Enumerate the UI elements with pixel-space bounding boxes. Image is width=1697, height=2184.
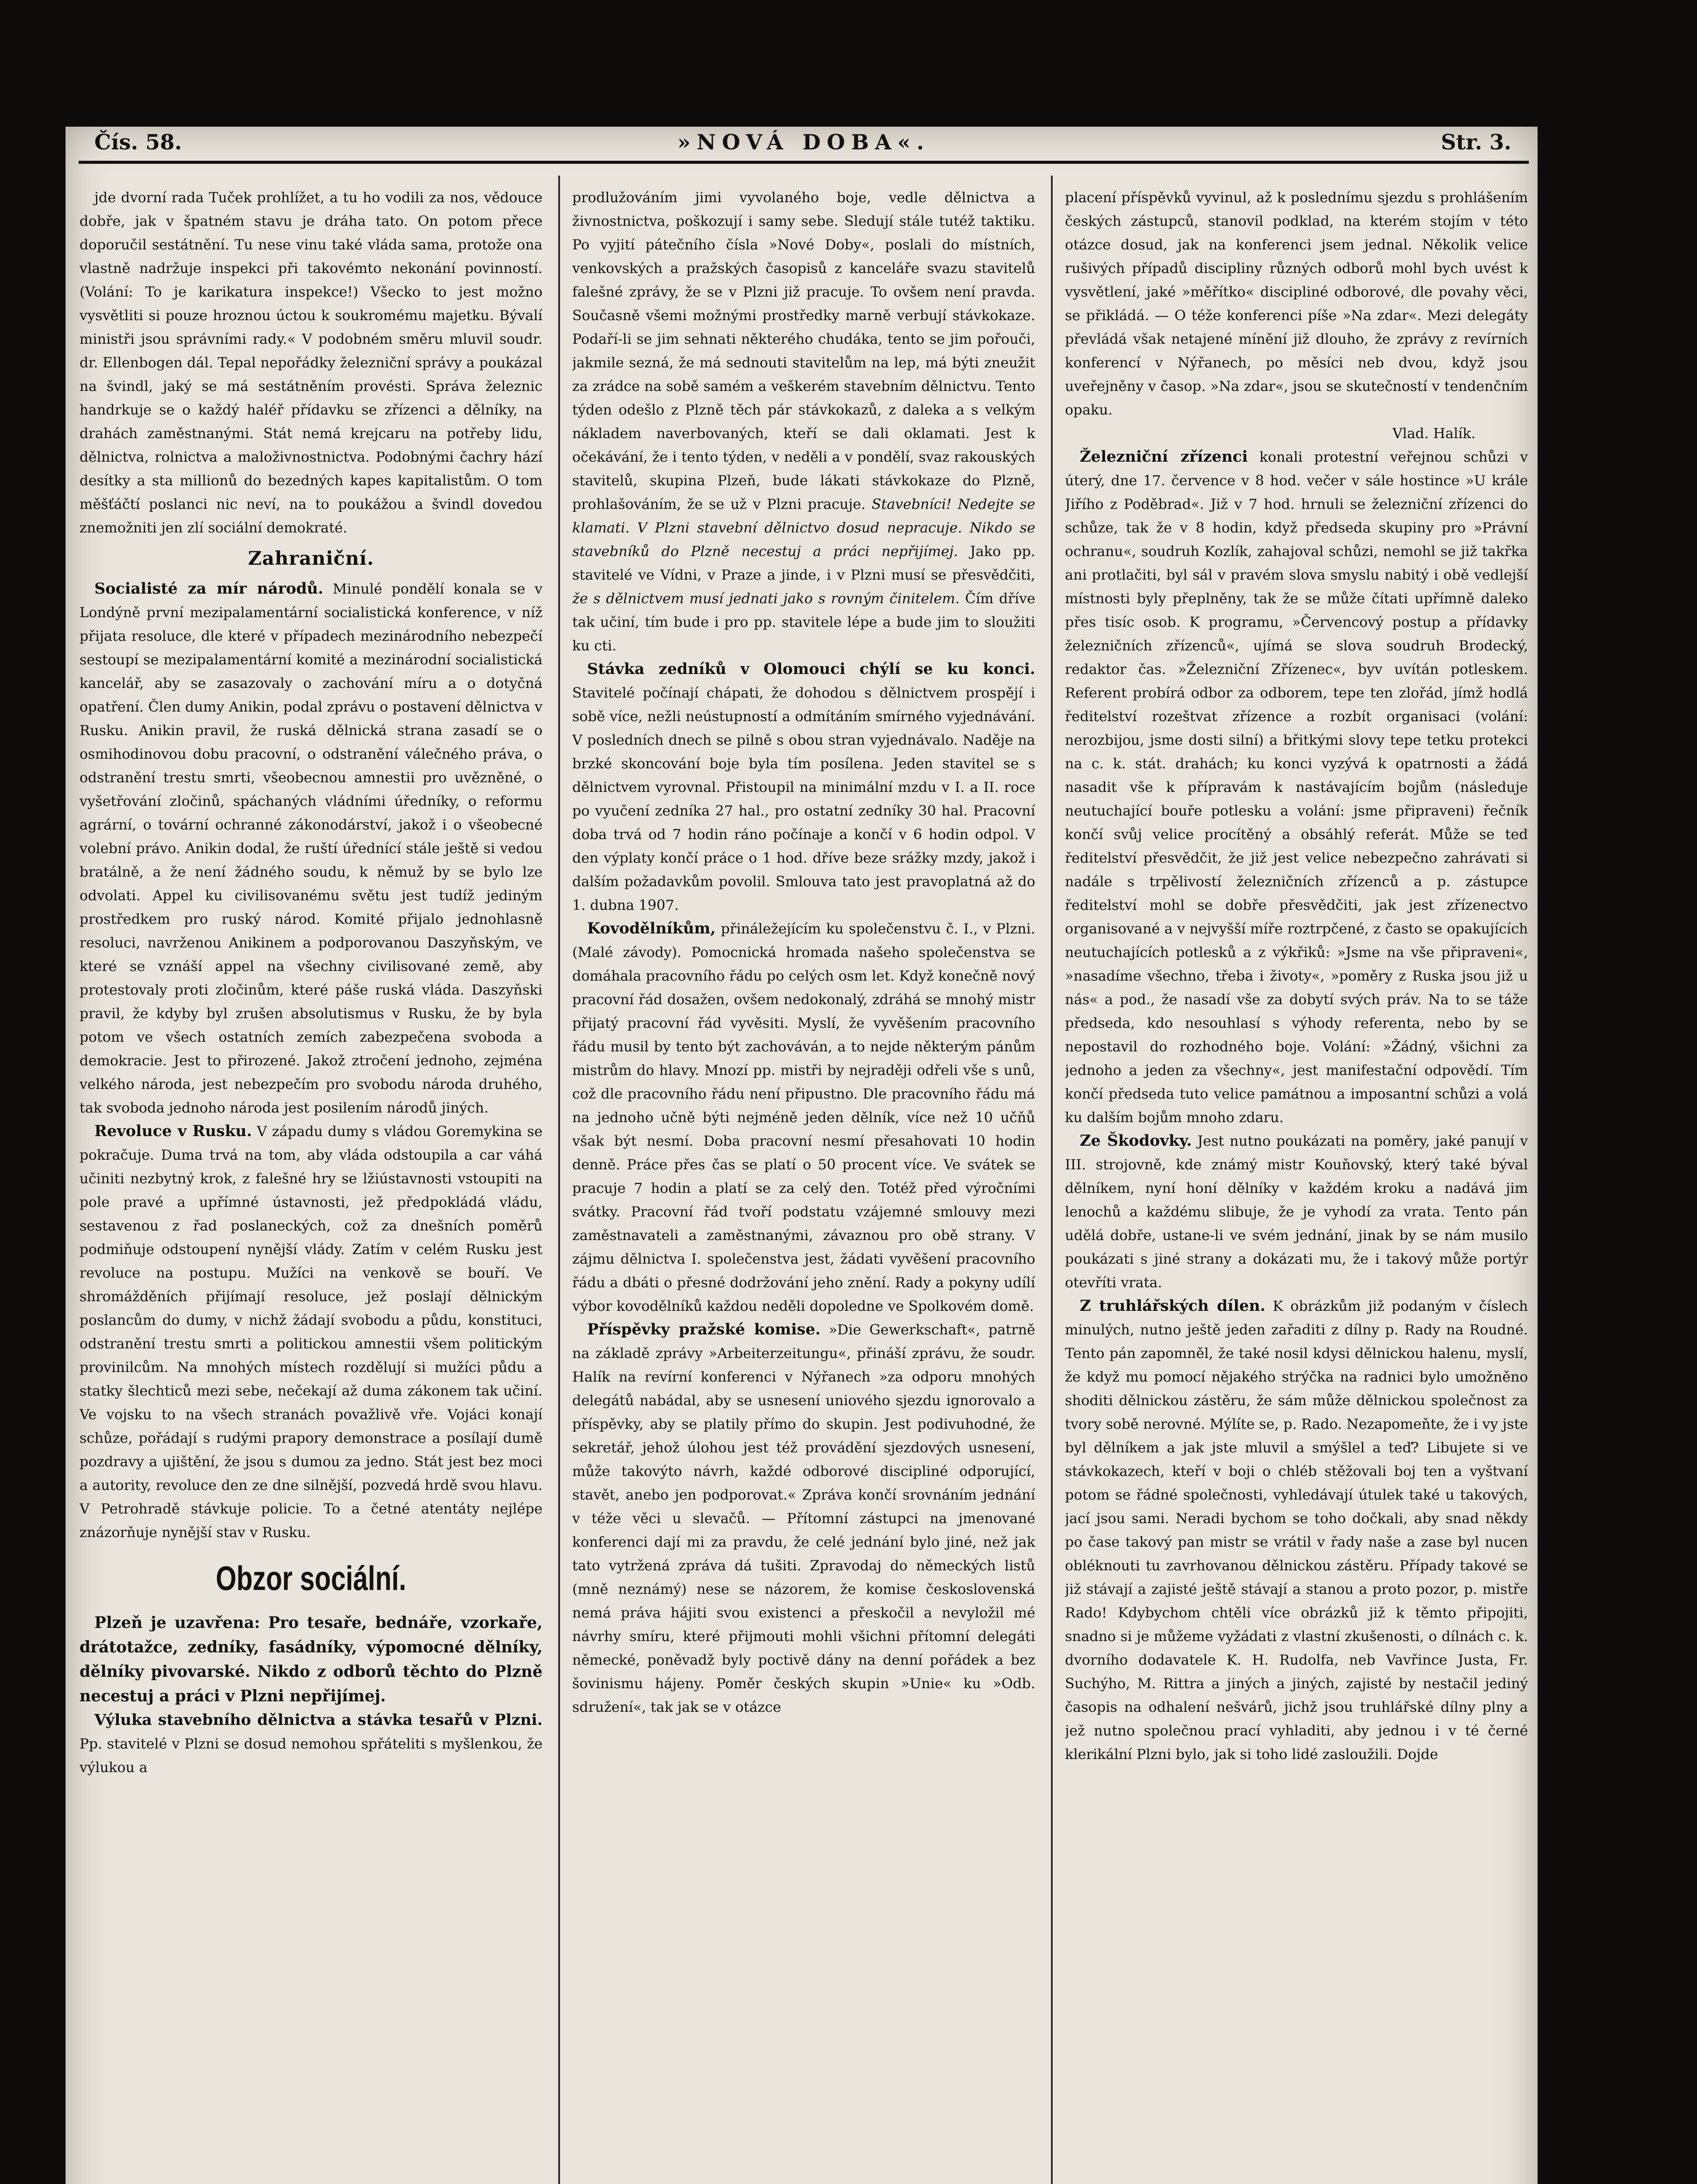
page-number: Str. 3. <box>1441 130 1511 155</box>
section-heading-zahranicni: Zahraniční. <box>248 548 374 570</box>
article-body: Stavitelé počínají chápati, že dohodou s dělnictvem prospějí i sobě více, nežli neústupností a odmítáním smírného vyjednávání. V posledních dnech se pilně s obou stran vyjednávalo. Naděje na brzké skoncování boje byla tím posílena. Jeden stavitel se s dělnictvem vyrovnal. Přistoupil na minimální mzdu v I. a II. roce po vyučení zedníka 27 hal., pro ostatní zedníky 30 hal. Pracovní doba trvá od 7 hodin ráno počínaje a končí v 6 hodin odpol. V den výplaty končí práce o 1 hod. dříve beze srážky mzdy, jakož i dalším požadavkům povolil. Smlouva tato jest pravoplatná až do 1. dubna 1907. <box>572 684 1035 913</box>
article-emphasis: že s dělnictvem musí jednati jako s rovným činitelem. <box>572 590 960 607</box>
article-body: Jest nutno poukázati na poměry, jaké panují v III. strojovně, kde známý mistr Kouňovský, který také býval dělníkem, nyní honí dělníky v každém kroku a nadává jim lenochů a každému slibuje, že je vyhodí za vrata. Tento pán udělá dobře, ustane-li ve svém jednání, jinak by se nám musilo poukázati s jiné strany a dokázati mu, že i takový může portýr otevříti vrata. <box>1065 1133 1528 1291</box>
article-lead: Socialisté za mír národů. <box>94 580 324 598</box>
article-body: V západu dumy s vládou Goremykina se pokračuje. Duma trvá na tom, aby vláda odstoupila a car váhá učiniti nezbytný krok, z falešné hry se lžiústavnosti vstoupiti na pole pravé a upřímné ústavnosti, jež předpokládá vládu, sestavenou z řad poslaneckých, což za dnešních poměrů podmiňuje odstoupení nynější vlády. Zatím v celém Rusku jest revoluce na postupu. Mužíci na venkově se bouří. Ve shromážděních přijímají resoluce, jež poslají dělnickým poslancům do dumy, v nichž žádají svobodu a půdu, konstituci, odstranění trestu smrti a politickou amnestii všem politickým provinilcům. Na mnohých místech rozdělují si mužíci půdu a statky šlechticů mezi sebe, nečekají až duma zákonem tak učiní. Ve vojsku to na všech stranách považlivě vře. Vojáci konají schůze, pořádají s rudými prapory demonstrace a posílají dumě pozdravy a ujištění, že jsou s dumou za jedno. Stát jest bez moci a autority, revoluce den ze dne silnější, pozvedá hrdě svou hlavu. V Petrohradě stávkuje policie. To a četné atentáty nejlépe znázorňuje nynější stav v Rusku. <box>79 1123 543 1541</box>
article-lead: Z truhlářských dílen. <box>1080 1297 1265 1315</box>
article-lead: Stávka zedníků v Olomouci chýlí se ku konci. <box>587 660 1035 678</box>
article-lead: Ze Škodovky. <box>1080 1132 1192 1150</box>
article-body: Jako pp. stavitelé ve Vídni, v Praze a jinde, i v Plzni musí se přesvědčiti, <box>572 543 1035 583</box>
column-2 <box>572 186 1035 2184</box>
column-divider <box>1051 176 1053 2184</box>
column-1 <box>79 186 543 2184</box>
article-revoluce <box>79 1120 543 1544</box>
article-socialiste <box>79 577 543 1120</box>
column-3 <box>1065 186 1528 2184</box>
article-body: »Die Gewerkschaft«, patrně na základě zprávy »Arbeiterzeitungu«, přináší zprávu, že soudr. Halík na revírní konferenci v Nýřanech »za odporu mnohých delegátů nabádal, aby se usnesení uniového sjezdu ignorovalo a příspěvky, aby se platily přímo do skupin. Jest podivuhodné, že sekretář, jehož úlohou jest též provádění sjezdových usnesení, může takovýto návrh, každé odborové discipliné odporující, stavět, anebo jen podporovat.« Zpráva končí srovnáním jednání v téže věci u slevačů. — Přítomní zástupci na jmenované konferenci dají mi za pravdu, že celé jednání bylo jiné, než jak tato vytržená zpráva dá tušiti. Zpravodaj do německých listů (mně neznámý) nese se názorem, že komise československá nemá práva hájiti svou existenci a přeskočil a nevyložil mé návrhy smíru, které přijmouti mohli všichni přítomní delegáti německé, poněvadž byly poctivě dány na denní pořádek a bez šovinismu hájeny. Poměr českých skupin »Unie« ku »Odb. sdružení«, tak jak se v otázce <box>572 1321 1035 1715</box>
article-emphasis: Stavebníci! Nedejte se klamati. V Plzni stavební dělnictvo dosud nepracuje. Nikdo se stavebníků do Plzně necestuj a práci nepřijímej. <box>572 496 1035 560</box>
article-zeleznicni <box>1065 445 1528 1129</box>
article-body: konali protestní veřejnou schůzi v úterý, dne 17. července v 8 hod. večer v sále hostince »U krále Jiřího z Poděbrad«. Již v 7 hod. hrnuli se železniční zřízenci do schůze, tak že v 8 hodin, když předseda skupiny pro »Právní ochranu«, soudruh Kozlík, zahajoval schůzi, nemohl se již takřka ani protlačiti, byl sál v pravém slova smyslu nabitý i obě vedlejší místnosti byly přeplněny, tak že se může čítati upřímně daleko přes tisíc osob. K programu, »Červencový postup a přídavky železničních zřízenců«, ujímá se slova soudruh Brodecký, redaktor čas. »Železniční Zřízenec«, byv uvítán potleskem. Referent probírá odbor za odborem, tepe ten zlořád, jímž hodlá ředitelství rozeštvat zřízence a rozbít organisaci (volání: nerozbijou, jsme dosti silní) a břitkými slovy tepe tetku protekci na c. k. stát. drahách; ku konci vyzývá k opatrnosti a žádá nasadit vše k přípravám k nastávajícím bojům (následuje neutuchající bouře potlesku a volání: jsme připraveni) řečník končí svůj velice procítěný a obsáhlý referát. Může se teď ředitelství přesvědčit, že již jest velice nebezpečno zahrávati si nadále s trpělivostí železničních zřízenců a p. zástupce ředitelství mohl se dobře přesvědčiti, jak jest zřízenectvo organisované a v nejvyšší míře roztrpčené, z často se opakujících neutuchajících potlesků a z výkřiků: »Jsme na vše připraveni«, »nasadíme všechno, třeba i životy«, »poměry z Ruska jsou již u nás« a pod., že nasadí vše za dobytí svých práv. Na to se táže předseda, kdo nesouhlasí s výhody referenta, nebo by se nepostavil do rozhodného boje. Volání: »Žádný, všichni za jednoho a jeden za všechny«, jest manifestační odpovědí. Tím končí předseda tuto velice památnou a imposantní schůzi a volá ku dalším bojům mnoho zdaru. <box>1065 449 1528 1126</box>
article-lead: Příspěvky pražské komise. <box>587 1320 821 1338</box>
article-lead: Železniční zřízenci <box>1080 448 1248 466</box>
article-body: K obrázkům již podaným v číslech minulých, nutno ještě jeden zařaditi z dílny p. Rady na Roudné. Tento pán zapomněl, že také nosil kdysi dělnickou halenu, myslí, že když mu pomocí nějakého strýčka na radnici bylo umožněno shoditi dělnickou zástěru, že sám může dělnickou společnost za tvory sobě nerovné. Mýlíte se, p. Rado. Nezapomeňte, že i vy jste byl dělníkem a jak jste mluvil a smýšlel a teď? Libujete si ve stávkokazech, kteří v boji o chléb stěžovali boj ten a vyštvaní potom se řádné společnosti, vyhledávají útulek také u takových, jací jsou sami. Neradi bychom se toho dočkali, aby snad někdy po čase takový pan mistr se vrátil v řady naše a zase byl nucen obléknouti tu zavrhovanou dělnickou zástěru. Případy takové se již stávají a zajisté ještě stávají a stanou a proto pozor, p. mistře Rado! Kdybychom chtěli více obrázků již k těmto připojiti, snadno si je můžeme vyžádati z vlastní zkušenosti, o dílnách c. k. dvorního dodavatele K. H. Rudolfa, neb Vavřince Justa, Fr. Suchýho, M. Rittra a jiných a jiných, zajisté by nestačil jediný časopis na odhalení nešvárů, jichž jsou truhlářské dílny plny a jež nutno společnou prací vyhladiti, aby jednou i v té černé klerikální Plzni bylo, jak si toho lidé zasloužili. Dojde <box>1065 1298 1528 1762</box>
article-prispevky <box>572 1318 1035 1719</box>
column-divider <box>558 176 560 2184</box>
article-lead: Kovodělníkům, <box>587 919 716 937</box>
article-continued: placení příspěvků vyvinul, až k poslednímu sjezdu s prohlášením českých zástupců, stanovil podklad, na kterém stojím v této otázce dosud, jak na konferenci jsem jednal. Několik velice rušivých případů discipliny různých odborů mohl bych uvést k vysvětlení, jaké »měřítko« discipliné odborové, dle povahy věci, se přikládá. — O téže konferenci píše »Na zdar«. Mezi delegáty převládá však netajené mínění již dlouho, že zprávy z revírních konferencí v Nýřanech, po měsíci neb dvou, když jsou uveřejněny v časop. »Na zdar«, jsou se skutečností v tendenčním opaku. <box>1065 189 1528 418</box>
masthead-title: »NOVÁ DOBA«. <box>677 130 930 155</box>
article-body: Minulé pondělí konala se v Londýně první mezipalamentární socialistická konference, v níž přijata resoluce, dle které v případech mezinárodního nebezpečí sestoupí se mezipalamentární komité a mezinárodní socialistická kancelář, aby se zasazovaly o zachování míru a o dotyčná opatření. Člen dumy Anikin, podal zprávu o postavení dělnictva v Rusku. Anikin pravil, že ruská dělnická strana zasadí se o osmihodinovou dobu pracovní, o odstranění válečného práva, o odstranění trestu smrti, všeobecnou amnestii pro uvězněné, o vyšetřování zločinů, spáchaných vládními úředníky, o reformu agrární, o tovární ochranné zákonodárství, jakož i o všeobecné volební právo. Anikin dodal, že ruští úřednící stále ještě si vedou bratálně, a že není žádného soudu, k němuž by se bylo lze odvolati. Appel ku civilisovanému světu jest tudíž jediným prostředkem pro ruský národ. Komité přijalo jednohlasně resoluci, navrženou Anikinem a podporovanou Daszyňským, ve které se vznáší appel na všechny civilisované země, aby protestovaly proti zločinům, které páše ruská vláda. Daszyňski pravil, že kdyby byl zrušen absolutismus v Rusku, že by byla potom ve všech ostatních zemích zabezpečena svoboda a demokracie. Jest to přirozené. Jakož ztročení jednoho, zejména velkého národa, jest nebezpečím pro svobodu národa druhého, tak svoboda jednoho národa jest posilením národů jiných. <box>79 581 543 1116</box>
section-heading-obzor: Obzor sociální. <box>215 1559 407 1597</box>
header-rule <box>79 161 1529 164</box>
issue-number: Čís. 58. <box>94 130 182 155</box>
article-kovodelnikum <box>572 917 1035 1318</box>
article-continued <box>572 186 1035 657</box>
article-truhlari <box>1065 1294 1528 1766</box>
article-lead: Výluka stavebního dělnictva a stávka tesařů v Plzni. <box>94 1711 543 1729</box>
article-body: přináležejícím ku společenstvu č. I., v Plzni. (Malé závody). Pomocnická hromada našeho společenstva se domáhala pracovního řádu po celých osm let. Když konečně nový pracovní řád dosažen, ovšem nedokonalý, zdráhá se mnohý mistr přijatý pracovní řád vyvěsiti. Myslí, že vyvěšením pracovního řádu musil by tento být zachováván, a to nejde některým pánům mistrům do hlavy. Mnozí pp. mistři by nejraději odřeli vše s unů, což dle pracovního řádu není připustno. Dle pracovního řádu má na jednoho učně býti nejméně jeden dělník, více než 10 učňů však být nesmí. Doba pracovní nesmí přesahovati 10 hodin denně. Práce přes čas se platí o 50 procent více. Ve svátek se pracuje 7 hodin a platí se za celý den. Totéž před výročními svátky. Pracovní řád tvoří podstatu vzájemné smlouvy mezi zaměstnavateli a zaměstnanými, závaznou pro obě strany. V zájmu dělnictva I. společenstva jest, žádati vyvěšení pracovního řádu a dbáti o přesné dodržování jeho znění. Rady a pokyny udílí výbor kovodělníků každou neděli dopoledne ve Spolkovém domě. <box>572 920 1035 1314</box>
notice-plzen: Plzeň je uzavřena: Pro tesaře, bednáře, vzorkaře, drátotažce, zedníky, fasádníky, výpomocné dělníky, dělníky pivovarské. Nikdo z odborů těchto do Plzně necestuj a práci v Plzni nepřijímej. <box>79 1614 543 1705</box>
newspaper-page <box>66 127 1538 2184</box>
article-vyluka <box>79 1708 543 1779</box>
article-body: Čím dříve tak učiní, tím bude i pro pp. stavitele lépe a bude jim to sloužiti ku cti. <box>572 590 1035 654</box>
article-signature: Vlad. Halík. <box>1392 425 1476 442</box>
article-stavka-olomouc <box>572 657 1035 917</box>
article-body: prodlužováním jimi vyvolaného boje, vedle dělnictva a živnostnictva, poškozují i samy sebe. Sledují stále tutéž taktiku. Po vyjití pátečního čísla »Nové Doby«, poslali do místních, venkovských a pražských časopisů z kanceláře svazu stavitelů falešné zprávy, že se v Plzni již pracuje. To ovšem není pravda. Současně všemi možnými prostředky marně verbují stávkokaze. Podaří-li se jim sehnati některého chudáka, tento se jim pořouči, jakmile sezná, že má sednouti stavitelům na lep, má býti zneužit za zrádce na sobě samém a veškerém stavebním dělnictvu. Tento týden odešlo z Plzně těch pár stávkokazů, z daleka a s velkým nákladem naverbovaných, kteří se dali oklamati. Jest k očekávání, že i tento týden, v neděli a v pondělí, svaz rakouských stavitelů, skupina Plzeň, bude lákati stávkokaze do Plzně, prohlašováním, že se už v Plzni pracuje. <box>572 189 1035 512</box>
article-skodovka <box>1065 1129 1528 1294</box>
article-lead: Revoluce v Rusku. <box>94 1122 252 1140</box>
article-paragraph: jde dvorní rada Tuček prohlížet, a tu ho vodili za nos, vědouce dobře, jak v špatném stavu je dráha tato. On potom přece doporučil sestátnění. Tu nese vinu také vláda sama, protože ona vlastně nadržuje inspekci při takovémto nekonání povinností. (Volání: To je karikatura inspekce!) Všecko to jest možno vysvětliti si pouze hroznou úctou k soukromému majetku. Bývalí ministři jsou správními rady.« V podobném směru mluvil soudr. dr. Ellenbogen dál. Tepal nepořádky železniční správy a poukázal na švindl, jaký se má sestátněním provésti. Správa železnic handrkuje se o každý haléř přídavku se zřízenci a dělníky, na drahách zaměstnanými. Stát nemá krejcaru na potřeby lidu, dělnictva, rolnictva a maloživnostnictva. Podobnými čachry hází desítky a sta millionů do bezedných kapes kapitalistům. O tom měšťáčtí poslanci nic neví, na to poukážou a švindl dovedou znemožniti jen zlí sociální demokraté. <box>79 189 543 536</box>
page-header <box>79 127 1529 165</box>
article-body: Pp. stavitelé v Plzni se dosud nemohou spřáteliti s myšlenkou, že výlukou a <box>79 1735 543 1776</box>
